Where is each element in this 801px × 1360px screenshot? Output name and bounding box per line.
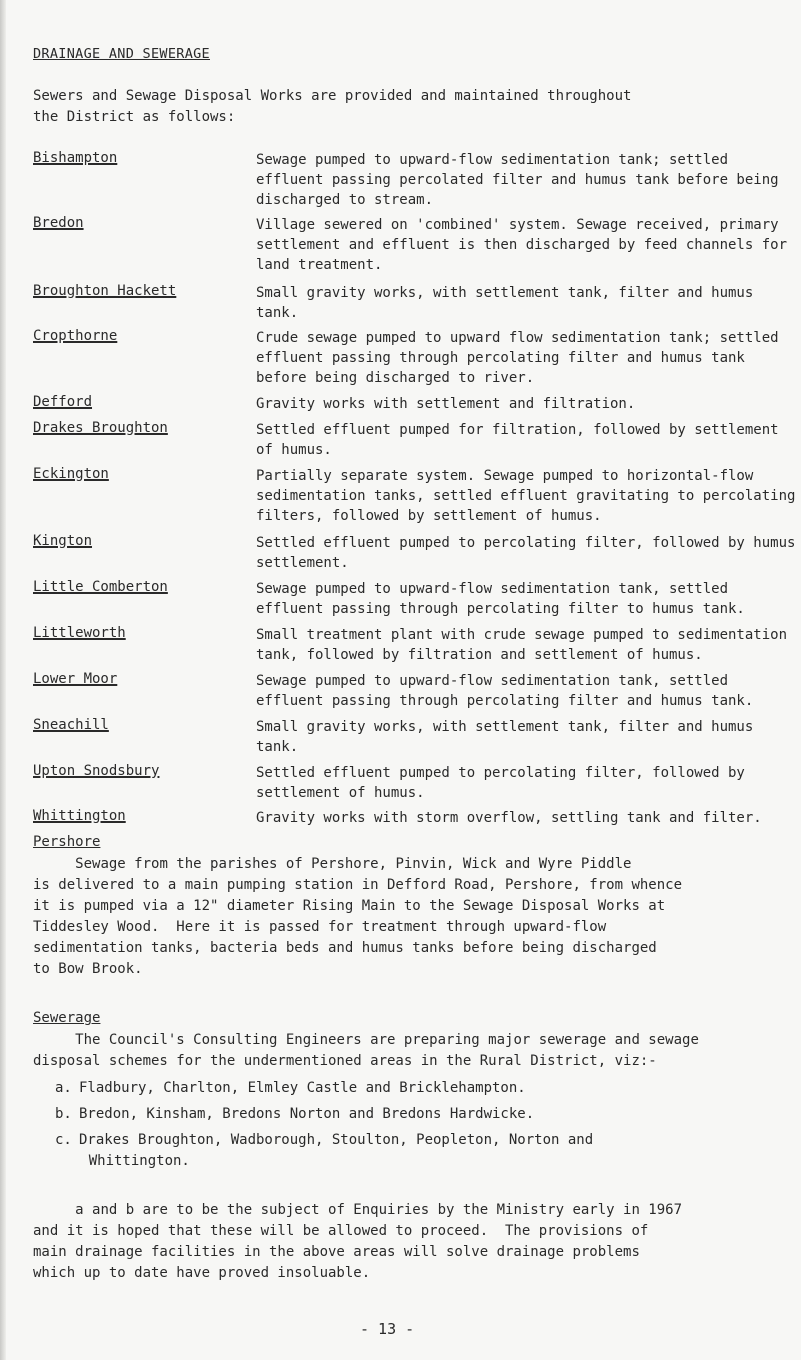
entry-name: Bishampton bbox=[33, 150, 118, 166]
entry-name: Lower Moor bbox=[33, 671, 118, 687]
list-item bbox=[55, 1078, 775, 1099]
entry-name: Eckington bbox=[33, 466, 109, 482]
entry-description: Small gravity works, with settlement tank, filter and humus tank. bbox=[256, 285, 754, 321]
entry-description: Settled effluent pumped to percolating filter, followed by humus settlement. bbox=[256, 535, 796, 571]
sewerage-paragraph: The Council's Consulting Engineers are preparing major sewerage and sewage disposal schemes for the undermentioned areas in the Rural District, viz:- bbox=[33, 1032, 699, 1069]
entry-name: Little Comberton bbox=[33, 579, 168, 595]
entry-name: Bredon bbox=[33, 215, 84, 231]
entry-description: Sewage pumped to upward-flow sedimentation tank, settled effluent passing through percolating filter and humus tank. bbox=[256, 673, 754, 709]
list-item-text: Drakes Broughton, Wadborough, Stoulton, Peopleton, Norton and Whittington. bbox=[79, 1132, 594, 1169]
entry-name: Littleworth bbox=[33, 625, 126, 641]
pershore-paragraph: Sewage from the parishes of Pershore, Pinvin, Wick and Wyre Piddle is delivered to a main pumping station in Defford Road, Pershore, from whence it is pumped via a 12" diameter Rising Main to the Sewage Disposal Works at Tiddesley Wood. Here it is passed for treatment through upward-flow sedimentation tanks, bacteria beds and humus tanks before being discharged to Bow Brook. bbox=[33, 856, 683, 977]
list-item bbox=[55, 1130, 775, 1172]
entry-description: Crude sewage pumped to upward flow sedimentation tank; settled effluent passing through percolating filter and humus tank before being discharged to river. bbox=[256, 330, 779, 386]
page-number: - 13 - bbox=[360, 1320, 415, 1338]
entry-name: Upton Snodsbury bbox=[33, 763, 160, 779]
list-letter: b. bbox=[55, 1106, 72, 1122]
intro-paragraph: Sewers and Sewage Disposal Works are provided and maintained throughout the District as follows: bbox=[33, 88, 632, 125]
entry-description: Sewage pumped to upward-flow sedimentation tank; settled effluent passing percolated filter and humus tank before being discharged to stream. bbox=[256, 152, 779, 208]
entry-name: Whittington bbox=[33, 808, 126, 824]
entry-description: Settled effluent pumped for filtration, followed by settlement of humus. bbox=[256, 422, 779, 458]
entry-description: Village sewered on 'combined' system. Sewage received, primary settlement and effluent is then discharged by feed channels for land treatment. bbox=[256, 217, 788, 273]
entry-description: Gravity works with settlement and filtration. bbox=[256, 396, 636, 412]
entry-name: Sneachill bbox=[33, 717, 109, 733]
list-letter: c. bbox=[55, 1132, 72, 1148]
entry-description: Partially separate system. Sewage pumped to horizontal-flow sedimentation tanks, settled effluent gravitating to percolating filters, followed by settlement of humus. bbox=[256, 468, 796, 524]
entry-name: Broughton Hackett bbox=[33, 283, 177, 299]
entry-name: Drakes Broughton bbox=[33, 420, 168, 436]
list-letter: a. bbox=[55, 1080, 72, 1096]
pershore-heading: Pershore bbox=[33, 834, 101, 850]
entry-name: Cropthorne bbox=[33, 328, 118, 344]
list-item-text: Fladbury, Charlton, Elmley Castle and Bricklehampton. bbox=[79, 1080, 526, 1096]
list-item bbox=[55, 1104, 775, 1125]
entry-description: Small treatment plant with crude sewage pumped to sedimentation tank, followed by filtration and settlement of humus. bbox=[256, 627, 788, 663]
entry-name: Defford bbox=[33, 394, 93, 410]
entry-name: Kington bbox=[33, 533, 93, 549]
entry-description: Small gravity works, with settlement tank, filter and humus tank. bbox=[256, 719, 754, 755]
entry-description: Gravity works with storm overflow, settling tank and filter. bbox=[256, 810, 762, 826]
entry-description: Sewage pumped to upward-flow sedimentation tank, settled effluent passing through percolating filter to humus tank. bbox=[256, 581, 745, 617]
closing-paragraph: a and b are to be the subject of Enquiries by the Ministry early in 1967 and it is hoped that these will be allowed to proceed. The provisions of main drainage facilities in the above areas will solve drainage problems which up to date have proved insoluable. bbox=[33, 1202, 683, 1281]
page-heading: DRAINAGE AND SEWERAGE bbox=[33, 46, 210, 62]
list-item-text: Bredon, Kinsham, Bredons Norton and Bredons Hardwicke. bbox=[79, 1106, 535, 1122]
entry-description: Settled effluent pumped to percolating filter, followed by settlement of humus. bbox=[256, 765, 745, 801]
sewerage-heading: Sewerage bbox=[33, 1010, 101, 1026]
